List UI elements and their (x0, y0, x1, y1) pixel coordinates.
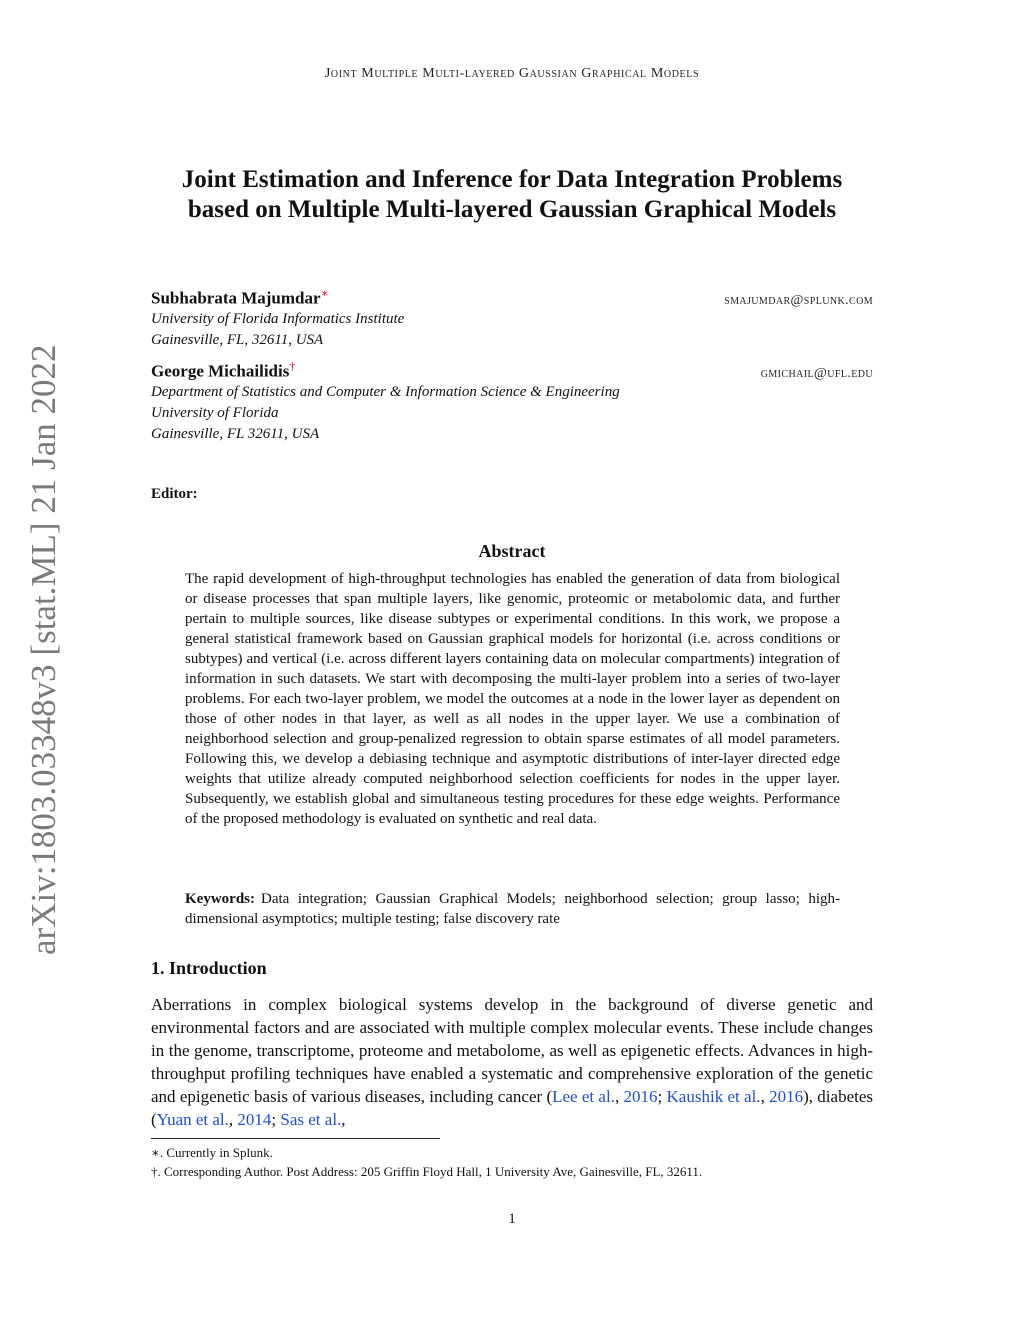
editor-label: Editor: (151, 486, 198, 502)
citation-link[interactable]: Sas et al. (280, 1110, 342, 1129)
keywords-text: Data integration; Gaussian Graphical Models; neighborhood selection; group lasso; high-dimensional asymptotics; multiple testing; false discovery rate (185, 891, 840, 927)
author-name: George Michailidis† (151, 359, 296, 381)
footnote: ∗. Currently in Splunk. (151, 1145, 273, 1160)
affiliation-line: Gainesville, FL 32611, USA (151, 425, 320, 442)
footnote-divider (151, 1138, 440, 1139)
citation-link[interactable]: Yuan et al. (156, 1110, 229, 1129)
affiliation-line: University of Florida Informatics Institute (151, 310, 405, 327)
citation-link[interactable]: 2016 (623, 1087, 658, 1106)
page-number: 1 (508, 1211, 516, 1227)
footnote: †. Corresponding Author. Post Address: 205 Griffin Floyd Hall, 1 University Ave, Gainesville, FL, 32611. (151, 1164, 703, 1179)
footnote-mark[interactable]: † (289, 359, 296, 373)
author-name: Subhabrata Majumdar∗ (151, 286, 329, 308)
affiliation-line: University of Florida (151, 404, 279, 421)
affiliation-line: Department of Statistics and Computer & Information Science & Engineering (151, 383, 620, 400)
affiliation-line: Gainesville, FL, 32611, USA (151, 331, 324, 348)
citation-link[interactable]: Kaushik et al. (666, 1087, 761, 1106)
author-block-1 (151, 286, 873, 351)
citation-link[interactable]: 2014 (237, 1110, 272, 1129)
keywords (185, 889, 840, 929)
running-head: Joint Multiple Multi-layered Gaussian Graphical Models (324, 66, 700, 81)
intro-paragraph: Aberrations in complex biological systems develop in the background of diverse genetic and environmental factors and are associated with multiple complex molecular events. These include changes in the genome, transcriptome, proteome and metabolome, as well as epigenetic effects. Advances in high-throughput profiling techniques have enabled a systematic and comprehensive exploration of the genetic and epigenetic basis of various diseases, including cancer (Lee et al., 2016; Kaushik et al., 2016), diabetes (Yuan et al., 2014; Sas et al., (151, 995, 874, 1129)
author-block-2 (151, 359, 873, 445)
abstract-heading: Abstract (478, 541, 546, 561)
section-heading: 1. Introduction (151, 958, 267, 978)
citation-link[interactable]: 2016 (769, 1087, 804, 1106)
abstract-text: The rapid development of high-throughput technologies has enabled the generation of data from biological or disease processes that span multiple layers, like genomic, proteomic or metabolomic data, and further pertain to multiple sources, like disease subtypes or experimental conditions. In this work, we propose a general statistical framework based on Gaussian graphical models for horizontal (i.e. across conditions or subtypes) and vertical (i.e. across different layers containing data on molecular compartments) integration of information in such datasets. We start with decomposing the multi-layer problem into a series of two-layer problems. For each two-layer problem, we model the outcomes at a node in the lower layer as dependent on those of other nodes in that layer, as well as all nodes in the upper layer. We use a combination of neighborhood selection and group-penalized regression to obtain sparse estimates of all model parameters. Following this, we develop a debiasing technique and asymptotic distributions of inter-layer directed edge weights that utilize already computed neighborhood selection coefficients for nodes in the upper layer. Subsequently, we establish global and simultaneous testing procedures for these edge weights. Performance of the proposed methodology is evaluated on synthetic and real data. (185, 571, 840, 827)
keywords-label: Keywords: (185, 891, 255, 907)
footnote-mark[interactable]: ∗ (320, 286, 329, 300)
citation-link[interactable]: Lee et al. (552, 1087, 615, 1106)
paper-title: Joint Estimation and Inference for Data Integration Problems based on Multiple Multi-layered Gaussian Graphical Models (181, 166, 843, 223)
author-email[interactable]: gmichail@ufl.edu (760, 365, 873, 381)
author-email[interactable]: smajumdar@splunk.com (724, 292, 873, 308)
arxiv-identifier[interactable]: arXiv:1803.03348v3 [stat.ML] 21 Jan 2022 (24, 344, 63, 955)
